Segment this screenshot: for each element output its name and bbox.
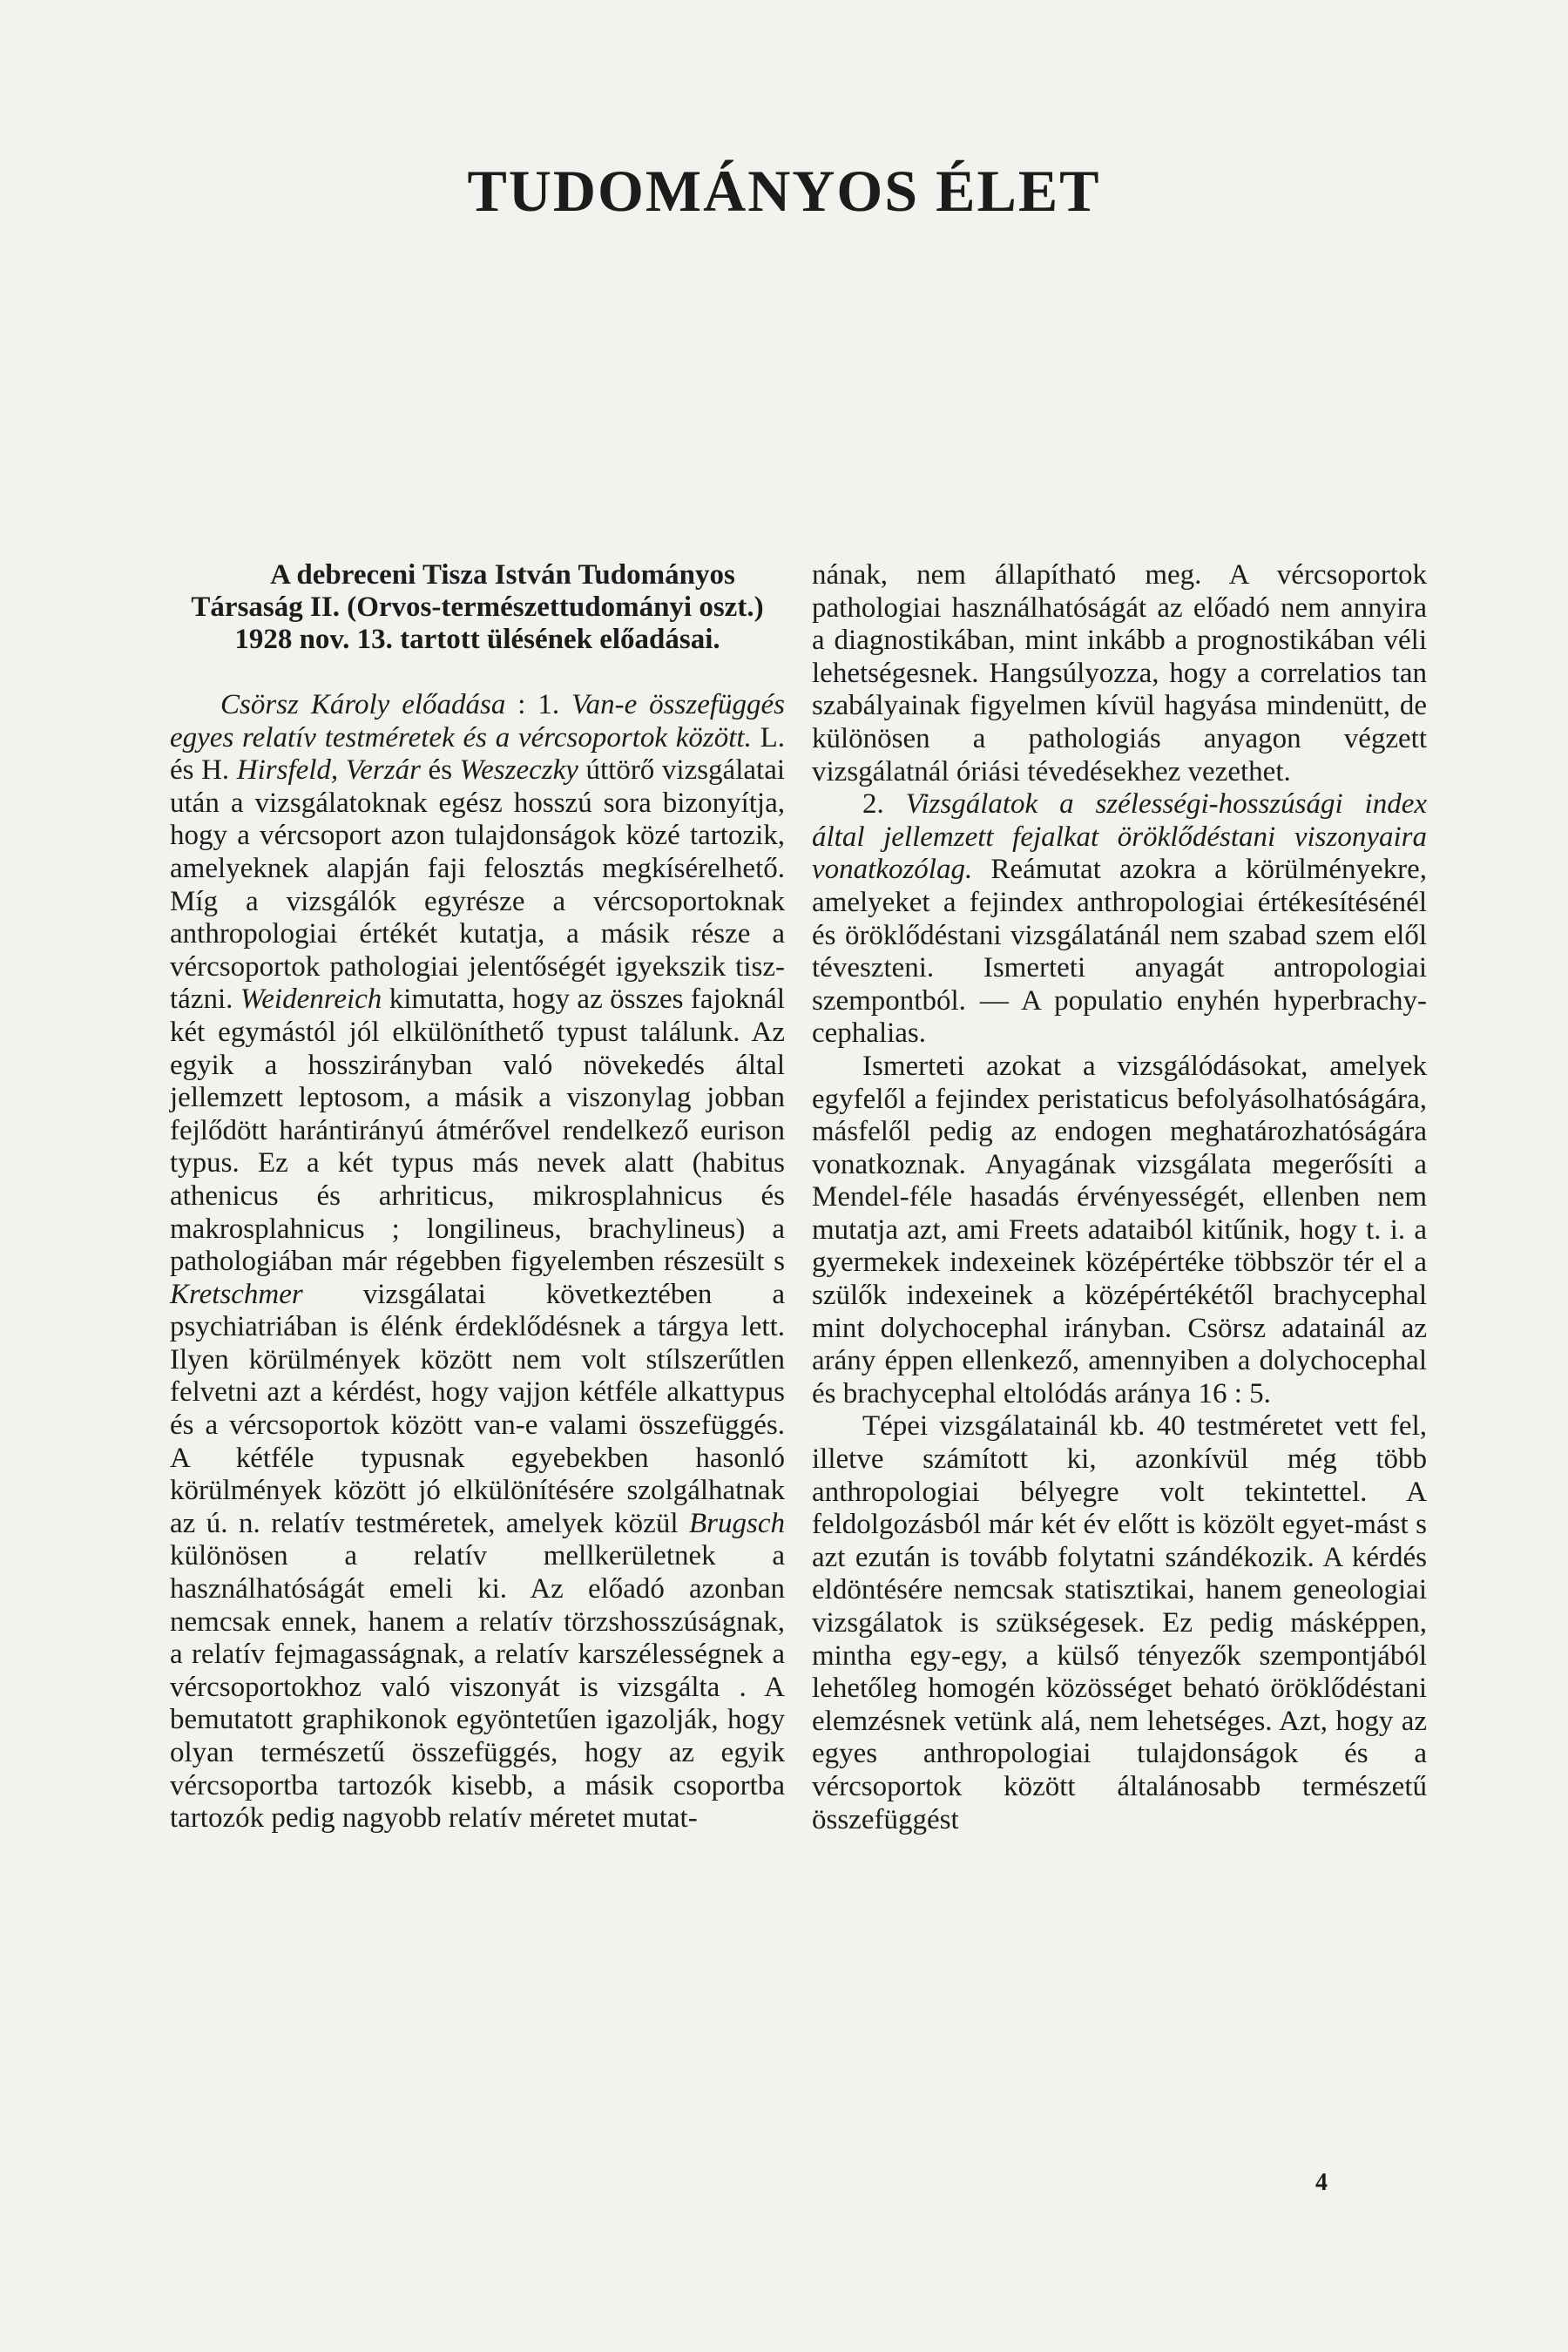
right-column [812,559,1427,1836]
author-name: Weszeczky [459,754,578,787]
page-title: TUDOMÁNYOS ÉLET [467,158,1101,224]
text-run: Reámutat azokra a körülményekre, amelyeket a fejindex anthropologiai értékesítésénél és öröklődéstani vizsgálatánál nem szabad szem elől téveszteni. Ismerteti anyagát antropologiai szempontból. — A populatio enyhén hyperbrachycephalias. [812,854,1427,1050]
text-run: vizsgálatai következtében a psychiatriában is élénk érdeklődésnek a tárgya lett. Ilyen körülmények között nem volt stílszerűtlen felvetni azt a kérdést, hogy vajjon kétféle alkattypus és a vércsoportok között van-e valami összefüggés. A kétféle typusnak egyebekben hasonló körülmények között jó elkülönítésére szolgálhatnak az ú. n. relatív testméretek, amelyek közül [170,1278,785,1539]
text-run: és [420,754,460,787]
article-paragraph-1 [170,689,785,1835]
author-name: Verzár [345,754,421,787]
text-run: különösen a relatív mellkerületnek a használhatóságát emeli ki. Az előadó azonban nemcsak ennek, hanem a relatív törzshosszúságnak, a relatív fejmagasságnak, a relatív karszélességnek a vércsoportokhoz való viszonyát is vizsgálta . A bemutatott graphikonok egyöntetűen igazolják, hogy olyan természetű összefüggés, hogy az egyik vércsoportba tartozók kisebb, a másik csoportba tartozók pedig nagyobb relatív méretet mutat- [170,1540,785,1835]
author-name: Kretschmer [170,1278,303,1310]
lecture-number: : 1. [505,689,560,720]
text-run: L. és H. [170,721,785,787]
lecture-number: 2. [862,788,906,821]
page-number: 4 [1315,2169,1328,2196]
section-heading: A debreceni Tisza István Tudományos Társaság II. (Orvos-természettudományi oszt.) 1928 nov. 13. tartott ülésének előadásai. [191,559,764,655]
article-paragraph-3: Ismerteti azokat a vizsgálódásokat, amelyek egyfelől a fejindex peristaticus befolyásolhatóságára, másfelől pedig az endogen meghatározhatóságára vonatkoznak. Anyagának vizsgálata megerősíti a Mendel-féle hasadás érvényességét, ellenben nem mutatja azt, ami Freets adataiból kitűnik, hogy t. i. a gyermekek indexeinek középértéke többször tér el a szülők indexeinek a középértékétől brachycephal mint dolychocephal irányban. Csörsz adatainál az arány éppen ellenkező, amennyiben a dolychocephal és brachycephal eltolódás aránya 16 : 5. [812,1050,1427,1409]
text-run: kimutatta, hogy az összes fajoknál két egymástól jól elkülöníthető typust találunk. Az egyik a hosszirányban való növekedés által jellemzett leptosom, a másik a viszonylag jobban fejlődött harántirányú átmérővel rendelkező eurison typus. Ez a két typus más nevek alatt (habitus athenicus és arhriticus, mikrosplahnicus és makrosplahnicus ; longilineus, brachylineus) a pathologiában már régebben figyelemben részesült s [170,983,785,1278]
lecture-title: Van-e összefüggés egyes relatív testméretek és a vércsoportok között. [170,689,785,754]
author-name: Brugsch [689,1507,785,1539]
left-column [170,559,785,1835]
article-paragraph-continued: nának, nem állapítható meg. A vércsoportok pathologiai használhatóságát az előadó nem annyira a diagnostikában, mint inkább a prognostikában véli lehetségesnek. Hangsúlyozza, hogy a correlatios tan szabályainak figyelmen kívül hagyása mindenütt, de különösen a pathologiás anyagon végzett vizsgálatnál óriási tévedésekhez vezethet. [812,559,1427,787]
author-name: Hirsfeld, [236,754,339,787]
article-paragraph-4: Tépei vizsgálatainál kb. 40 testméretet vett fel, illetve számított ki, azonkívül még több anthropologiai bélyegre volt tekintettel. A feldolgozásból már két év előtt is közölt egyet-mást s azt ezután is tovább folytatni szándékozik. A kérdés eldöntésére nemcsak statisztikai, hanem geneologiai vizsgálatok is szükségesek. Ez pedig másképpen, mintha egy-egy, a külső tényezők szempontjából lehetőleg homogén közösséget behatό öröklődéstani elemzésnek vetünk alá, nem lehetséges. Azt, hogy az egyes anthropologiai tulajdonságok és a vércsoportok között általánosabb természetű összefüggést [812,1410,1427,1835]
article-paragraph-2 [812,788,1427,1051]
speaker-name: Csörsz Károly előadása [220,689,506,720]
author-name: Weidenreich [240,983,382,1016]
lecture-title: Vizsgálatok a szélességi-hosszúsági index által jellemzett fejalkat öröklődéstani viszonyaira vonatkozólag. [812,788,1427,886]
text-run: úttörő vizsgálatai után a vizsgálatoknak egész hosszú sora bizonyítja, hogy a vércsoport azon tulajdonságok közé tartozik, amelyeknek alapján faji felosztás megkísérelhető. Míg a vizsgálók egyrésze a vércsoportoknak anthropologiai értékét kutatja, a másik része a vércsoportok pathologiai jelentőségét igyekszik tisztázni. [170,754,786,1016]
